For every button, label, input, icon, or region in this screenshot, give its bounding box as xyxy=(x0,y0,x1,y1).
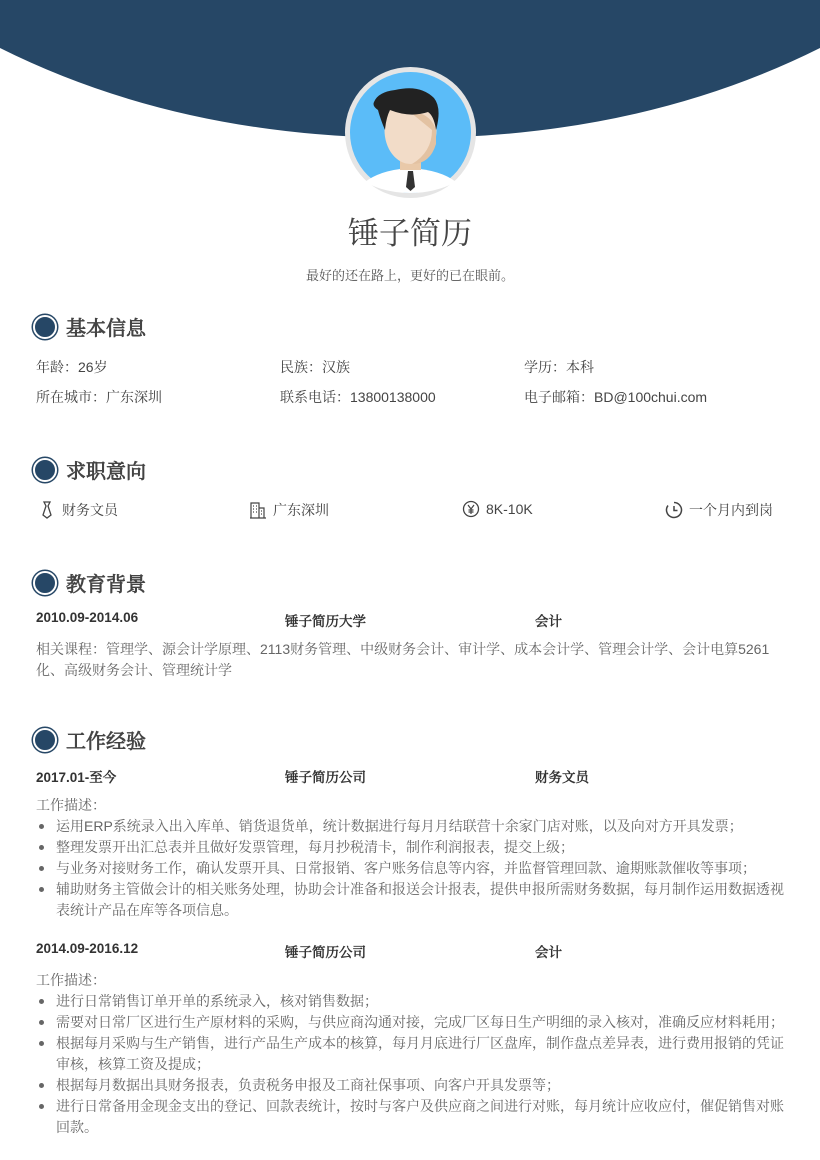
edu-major: 会计 xyxy=(535,614,562,629)
list-item: 进行日常备用金现金支出的登记、回款表统计，按时与客户及供应商之间进行对账，每月统计应收应付，催促销售对账回款。 xyxy=(36,1096,786,1138)
motto: 最好的还在路上，更好的已在眼前。 xyxy=(305,268,514,283)
clock-icon xyxy=(665,501,683,519)
job-company: 锤子简历公司 xyxy=(285,945,366,960)
section-bullet-icon xyxy=(33,728,57,752)
section-bullet-icon xyxy=(33,571,57,595)
resume-name: 锤子简历 xyxy=(348,216,472,251)
section-title: 工作经验 xyxy=(66,731,146,753)
education-level: 学历：本科 xyxy=(524,359,594,375)
job-description xyxy=(36,795,786,921)
list-item: 根据每月数据出具财务报表，负责税务申报及工商社保事项、向客户开具发票等； xyxy=(36,1075,786,1096)
city: 所在城市：广东深圳 xyxy=(36,389,162,405)
job-description xyxy=(36,970,786,1138)
section-bullet-icon xyxy=(33,458,57,482)
intent-text: 一个月内到岗 xyxy=(689,502,773,518)
phone: 联系电话：13800138000 xyxy=(280,389,436,405)
intent-text: 财务文员 xyxy=(62,502,118,518)
section-title: 基本信息 xyxy=(66,318,146,340)
list-item: 进行日常销售订单开单的系统录入，核对销售数据； xyxy=(36,991,786,1012)
job-position: 财务文员 xyxy=(535,770,589,785)
section-education xyxy=(33,568,146,597)
avatar xyxy=(345,67,476,198)
description-label: 工作描述： xyxy=(36,797,106,813)
edu-school: 锤子简历大学 xyxy=(285,614,366,629)
section-work xyxy=(33,725,146,754)
job-date: 2014.09-2016.12 xyxy=(36,941,139,956)
list-item: 整理发票开出汇总表并且做好发票管理，每月抄税清卡，制作利润报表，提交上级； xyxy=(36,837,786,858)
ethnicity: 民族：汉族 xyxy=(280,359,350,375)
list-item: 与业务对接财务工作，确认发票开具、日常报销、客户账务信息等内容，并监督管理回款、逾期账款催收等事项； xyxy=(36,858,786,879)
yen-icon xyxy=(462,500,480,518)
tie-icon xyxy=(38,501,56,519)
intent-text: 8K-10K xyxy=(486,501,533,517)
section-title: 教育背景 xyxy=(66,574,146,596)
age: 年龄：26岁 xyxy=(36,359,108,375)
section-title: 求职意向 xyxy=(66,461,146,483)
building-icon xyxy=(249,501,267,519)
job-company: 锤子简历公司 xyxy=(285,770,366,785)
intent-salary xyxy=(462,500,533,518)
email: 电子邮箱：BD@100chui.com xyxy=(524,389,708,405)
list-item: 根据每月采购与生产销售，进行产品生产成本的核算，每月月底进行厂区盘库，制作盘点差异表，进行费用报销的凭证审核，核算工资及提成； xyxy=(36,1033,786,1075)
description-label: 工作描述： xyxy=(36,972,106,988)
edu-date: 2010.09-2014.06 xyxy=(36,610,139,625)
intent-text: 广东深圳 xyxy=(273,502,329,518)
job-position: 会计 xyxy=(535,945,562,960)
intent-position xyxy=(38,500,118,520)
list-item: 辅助财务主管做会计的相关账务处理，协助会计准备和报送会计报表，提供申报所需财务数据，每月制作运用数据透视表统计产品在库等各项信息。 xyxy=(36,879,786,921)
section-bullet-icon xyxy=(33,315,57,339)
list-item: 运用ERP系统录入出入库单、销货退货单，统计数据进行每月月结联营十余家门店对账，以及向对方开具发票； xyxy=(36,816,786,837)
section-job-intent xyxy=(33,455,146,484)
job-date: 2017.01-至今 xyxy=(36,770,117,785)
intent-availability xyxy=(665,500,773,520)
intent-city xyxy=(249,500,329,520)
avatar-icon xyxy=(350,72,471,193)
list-item: 需要对日常厂区进行生产原材料的采购，与供应商沟通对接，完成厂区每日生产明细的录入核对，准确反应材料耗用； xyxy=(36,1012,786,1033)
section-basic-info xyxy=(33,312,146,341)
edu-courses: 相关课程：管理学、源会计学原理、2113财务管理、中级财务会计、审计学、成本会计学、管理会计学、会计电算5261化、高级财务会计、管理统计学 xyxy=(36,641,770,678)
